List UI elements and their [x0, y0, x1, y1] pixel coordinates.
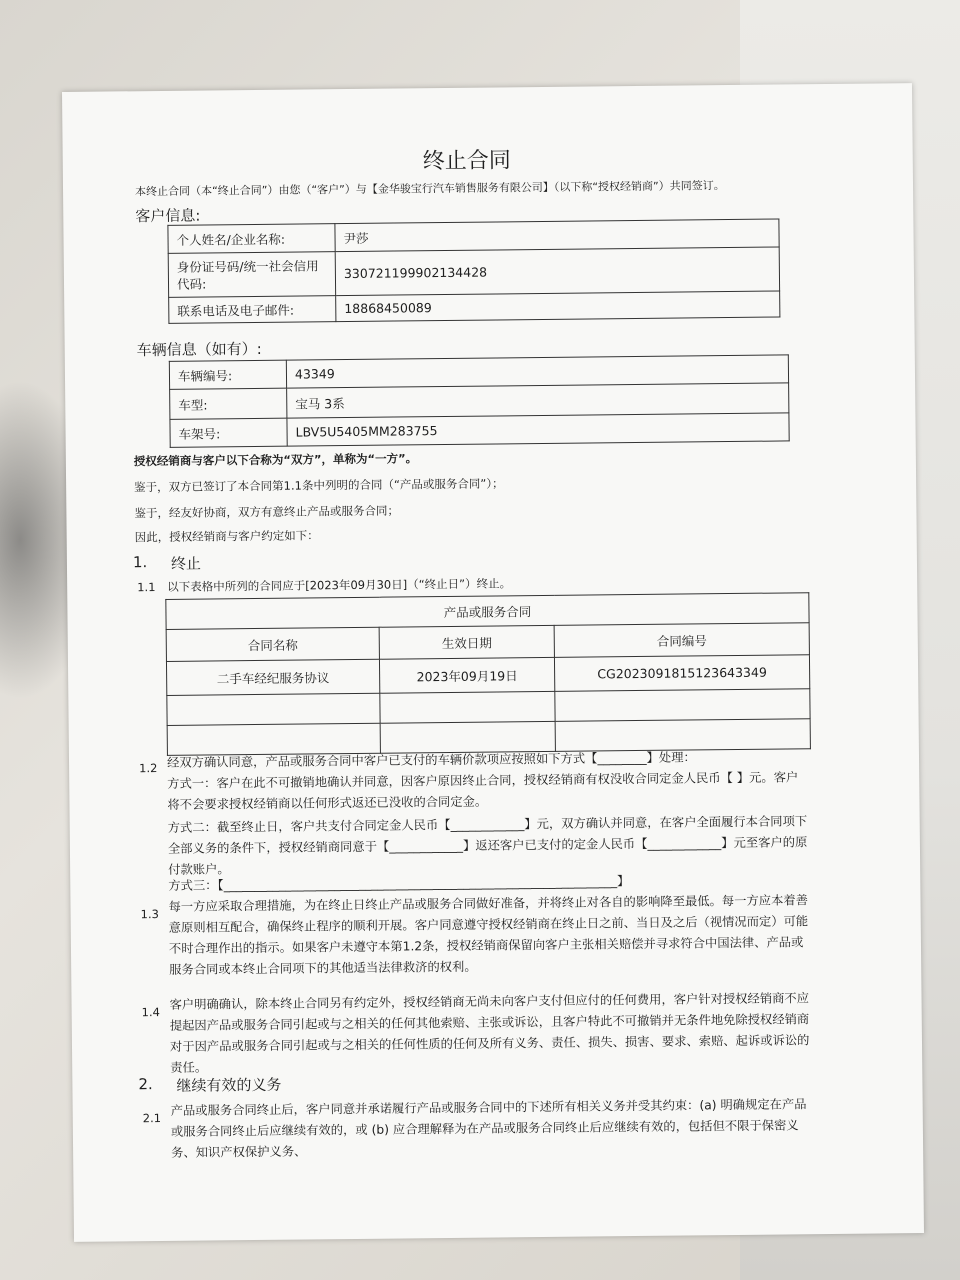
cell-contract-number: CG2023091815123643349 [554, 655, 809, 692]
clause-1-3-text: 每一方应采取合理措施，为在终止日终止产品或服务合同做好准备，并将终止对各自的影响降至最低。每一方应本着善意原则相互配合，确保终止程序的顺利开展。客户同意遵守授权经销商在终止日之前、当日及之后（视情况而定）可能不时合理作出的指示。如果客户未遵守本第1.2条，授权经销商保留向客户主张相关赔偿并寻求符合中国法律、产品或服务合同或本终止合同项下的其他适当法律救济的权利。 [168, 893, 809, 977]
clause-1-2-option-2: 方式二：截至终止日，客户共支付合同定金人民币【____________】元，双方确认并同意，在客户全面履行本合同项下全部义务的条件下，授权经销商同意于【____________】返还客户已支付的定金人民币【____________】元至客户的原付款账户。 [167, 814, 808, 877]
row-value: 18868450089 [336, 291, 780, 322]
row-value: 宝马 3系 [287, 383, 789, 418]
section-1-number: 1. [132, 553, 148, 572]
row-value: LBV5U5405MM283755 [287, 413, 789, 446]
clause-1-4-text: 客户明确确认，除本终止合同另有约定外，授权经销商无尚未向客户支付但应付的任何费用，客户针对授权经销商不应提起因产品或服务合同引起或与之相关的任何其他索赔、主张或诉讼，且客户特此不可撤销并无条件地免除授权经销商对于因产品或服务合同引起或与之相关的任何性质的任何及所有义务、责任、损失、损害、要求、索赔、起诉或诉讼的责任。 [169, 991, 810, 1075]
recital-4: 因此，授权经销商与客户约定如下： [134, 528, 319, 545]
clause-1-2-option-3: 方式三：【________________________________________________________________】 [168, 874, 630, 893]
clause-2-1-number: 2.1 [142, 1111, 162, 1126]
row-label: 车辆编号: [169, 360, 286, 389]
clause-1-2-number: 1.2 [139, 761, 158, 776]
section-1-title: 终止 [170, 554, 202, 573]
clause-1-4-number: 1.4 [141, 1005, 161, 1020]
table-caption: 产品或服务合同 [166, 593, 809, 630]
contract-paper [62, 83, 924, 1242]
recital-1: 授权经销商与客户以下合称为“双方”，单称为“一方”。 [133, 451, 418, 469]
row-label: 车型: [170, 388, 287, 419]
clause-2-1-text: 产品或服务合同终止后，客户同意并承诺履行产品或服务合同中的下述所有相关义务并受其约束：(a) 明确规定在产品或服务合同终止后应继续有效的，或 (b) 应合理解释为在产品或服务合同终止后应继续有效的，包括但不限于保密义务、知识产权保护义务、 [170, 1097, 807, 1160]
section-2-title: 继续有效的义务 [176, 1075, 282, 1095]
section-2-number: 2. [138, 1075, 153, 1094]
clause-1-1-number: 1.1 [137, 580, 156, 595]
customer-info-table [167, 218, 780, 323]
recital-2: 鉴于，双方已签订了本合同第1.1条中列明的合同（“产品或服务合同”）； [134, 476, 504, 495]
clause-1-3-number: 1.3 [140, 907, 159, 922]
clause-1-1-text: 以下表格中所列的合同应于[2023年09月30日]（“终止日”）终止。 [167, 576, 512, 594]
vehicle-section-label: 车辆信息（如有）: [136, 339, 262, 360]
contract-table [165, 592, 811, 756]
row-value: 43349 [286, 355, 788, 388]
table-row [170, 413, 789, 447]
row-value: 尹莎 [335, 219, 779, 252]
clause-1-2-option-1: 方式一：客户在此不可撤销地确认并同意，因客户原因终止合同，授权经销商有权没收合同定金人民币【 】元。客户将不会要求授权经销商以任何形式返还已没收的合同定金。 [167, 770, 799, 812]
cell-contract-name: 二手车经纪服务协议 [166, 659, 379, 695]
table-row [168, 247, 779, 297]
header-contract-number: 合同编号 [554, 623, 809, 658]
customer-section-label: 客户信息: [135, 206, 201, 226]
row-value: 330721199902134428 [335, 247, 779, 296]
table-row [169, 291, 780, 323]
row-label: 个人姓名/企业名称: [168, 224, 335, 254]
vehicle-info-table [169, 354, 790, 447]
cell-effective-date: 2023年09月19日 [379, 657, 554, 693]
intro-text: 本终止合同（本“终止合同”）由您（“客户”）与【金华骏宝行汽车销售服务有限公司】（以下称“授权经销商”）共同签订。 [134, 179, 725, 199]
clause-1-2-line1: 经双方确认同意，产品或服务合同中客户已支付的车辆价款项应按照如下方式【________】处理： [166, 750, 696, 770]
document-title: 终止合同 [422, 148, 511, 175]
row-label: 车架号: [170, 418, 287, 447]
row-label: 身份证号码/统一社会信用代码: [168, 252, 335, 298]
header-contract-name: 合同名称 [166, 627, 379, 661]
row-label: 联系电话及电子邮件: [169, 296, 336, 324]
recital-3: 鉴于，经友好协商，双方有意终止产品或服务合同； [134, 503, 399, 521]
header-effective-date: 生效日期 [379, 625, 554, 659]
